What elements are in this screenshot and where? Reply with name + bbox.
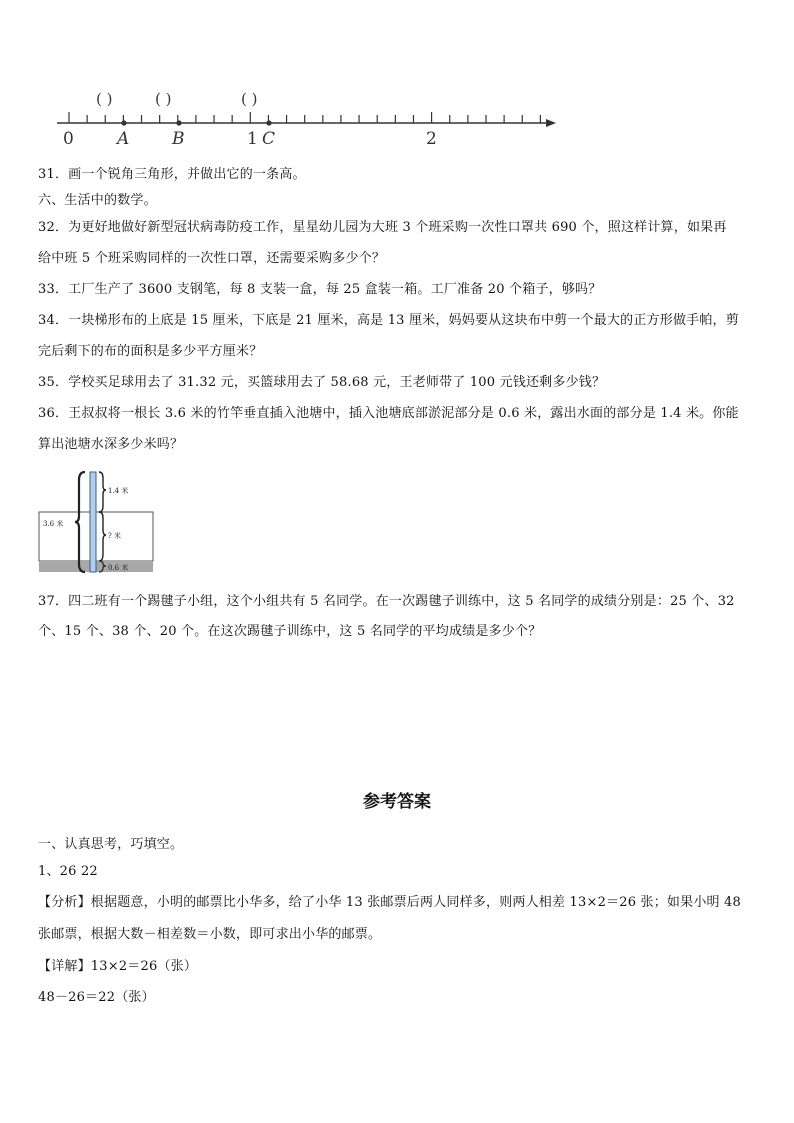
answers-section-1-heading: 一、认真思考，巧填空。 [38, 837, 184, 852]
tick-label-2: 2 [426, 129, 437, 149]
bamboo-pole [90, 472, 96, 572]
tick-label-0: 0 [63, 129, 74, 149]
top-part-brace [99, 472, 106, 512]
label-water-depth: ? 米 [108, 532, 121, 540]
answer-1: 1、26 22 [38, 864, 98, 879]
pond-figure [35, 468, 195, 580]
tick-label-a: A [117, 129, 130, 149]
detail-line-1: 【详解】13×2＝26（张） [38, 959, 198, 974]
label-total-length: 3.6 米 [43, 520, 64, 528]
label-mud-depth: 0.6 米 [108, 564, 129, 572]
number-line-figure [0, 0, 794, 160]
question-33: 33．工厂生产了 3600 支钢笔，每 8 支装一盒，每 25 盒装一箱。工厂准备 20 个箱子，够吗？ [38, 282, 602, 297]
question-32-line-2: 给中班 5 个班采购同样的一次性口罩，还需要采购多少个？ [38, 251, 386, 266]
blank-2: ( ) [155, 90, 172, 108]
question-37-line-1: 37．四二班有一个踢毽子小组，这个小组共有 5 名同学。在一次踢毽子训练中，这 5 名同学的成绩分别是：25 个、32 [38, 594, 735, 609]
label-top-length: 1.4 米 [108, 487, 129, 495]
question-34-line-1: 34．一块梯形布的上底是 15 厘米，下底是 21 厘米，高是 13 厘米，妈妈要从这块布中剪一个最大的正方形做手帕，剪 [38, 313, 739, 328]
number-line-ticks [69, 112, 540, 123]
point-c [266, 120, 271, 125]
answers-title: 参考答案 [363, 792, 431, 812]
question-35: 35．学校买足球用去了 31.32 元，买篮球用去了 58.68 元，王老师带了 100 元钱还剩多少钱？ [38, 375, 606, 390]
number-line-arrow [546, 119, 556, 127]
detail-line-2: 48－26＝22（张） [38, 990, 155, 1005]
question-37-line-2: 个、15 个、38 个、20 个。在这次踢毽子训练中，这 5 名同学的平均成绩是多少个？ [38, 624, 542, 639]
analysis-line-1: 【分析】根据题意，小明的邮票比小华多，给了小华 13 张邮票后两人同样多，则两人相差 13×2＝26 张；如果小明 48 [38, 895, 741, 910]
point-b [176, 120, 181, 125]
section-6-heading: 六、生活中的数学。 [38, 193, 157, 208]
tick-label-1: 1 [247, 129, 258, 149]
question-36-line-1: 36．王叔叔将一根长 3.6 米的竹竿垂直插入池塘中，插入池塘底部淤泥部分是 0.6 米，露出水面的部分是 1.4 米。你能 [38, 406, 739, 421]
question-36-line-2: 算出池塘水深多少米吗？ [38, 437, 184, 452]
tick-label-b: B [172, 129, 185, 149]
question-32-line-1: 32．为更好地做好新型冠状病毒防疫工作，星星幼儿园为大班 3 个班采购一次性口罩共 690 个，照这样计算，如果再 [38, 220, 727, 235]
question-34-line-2: 完后剩下的布的面积是多少平方厘米？ [38, 344, 263, 359]
blank-1: ( ) [96, 90, 113, 108]
point-a [121, 120, 126, 125]
analysis-line-2: 张邮票，根据大数－相差数＝小数，即可求出小华的邮票。 [38, 927, 382, 942]
blank-3: ( ) [241, 90, 258, 108]
question-31: 31．画一个锐角三角形，并做出它的一条高。 [38, 167, 306, 182]
tick-label-c: C [262, 129, 276, 149]
